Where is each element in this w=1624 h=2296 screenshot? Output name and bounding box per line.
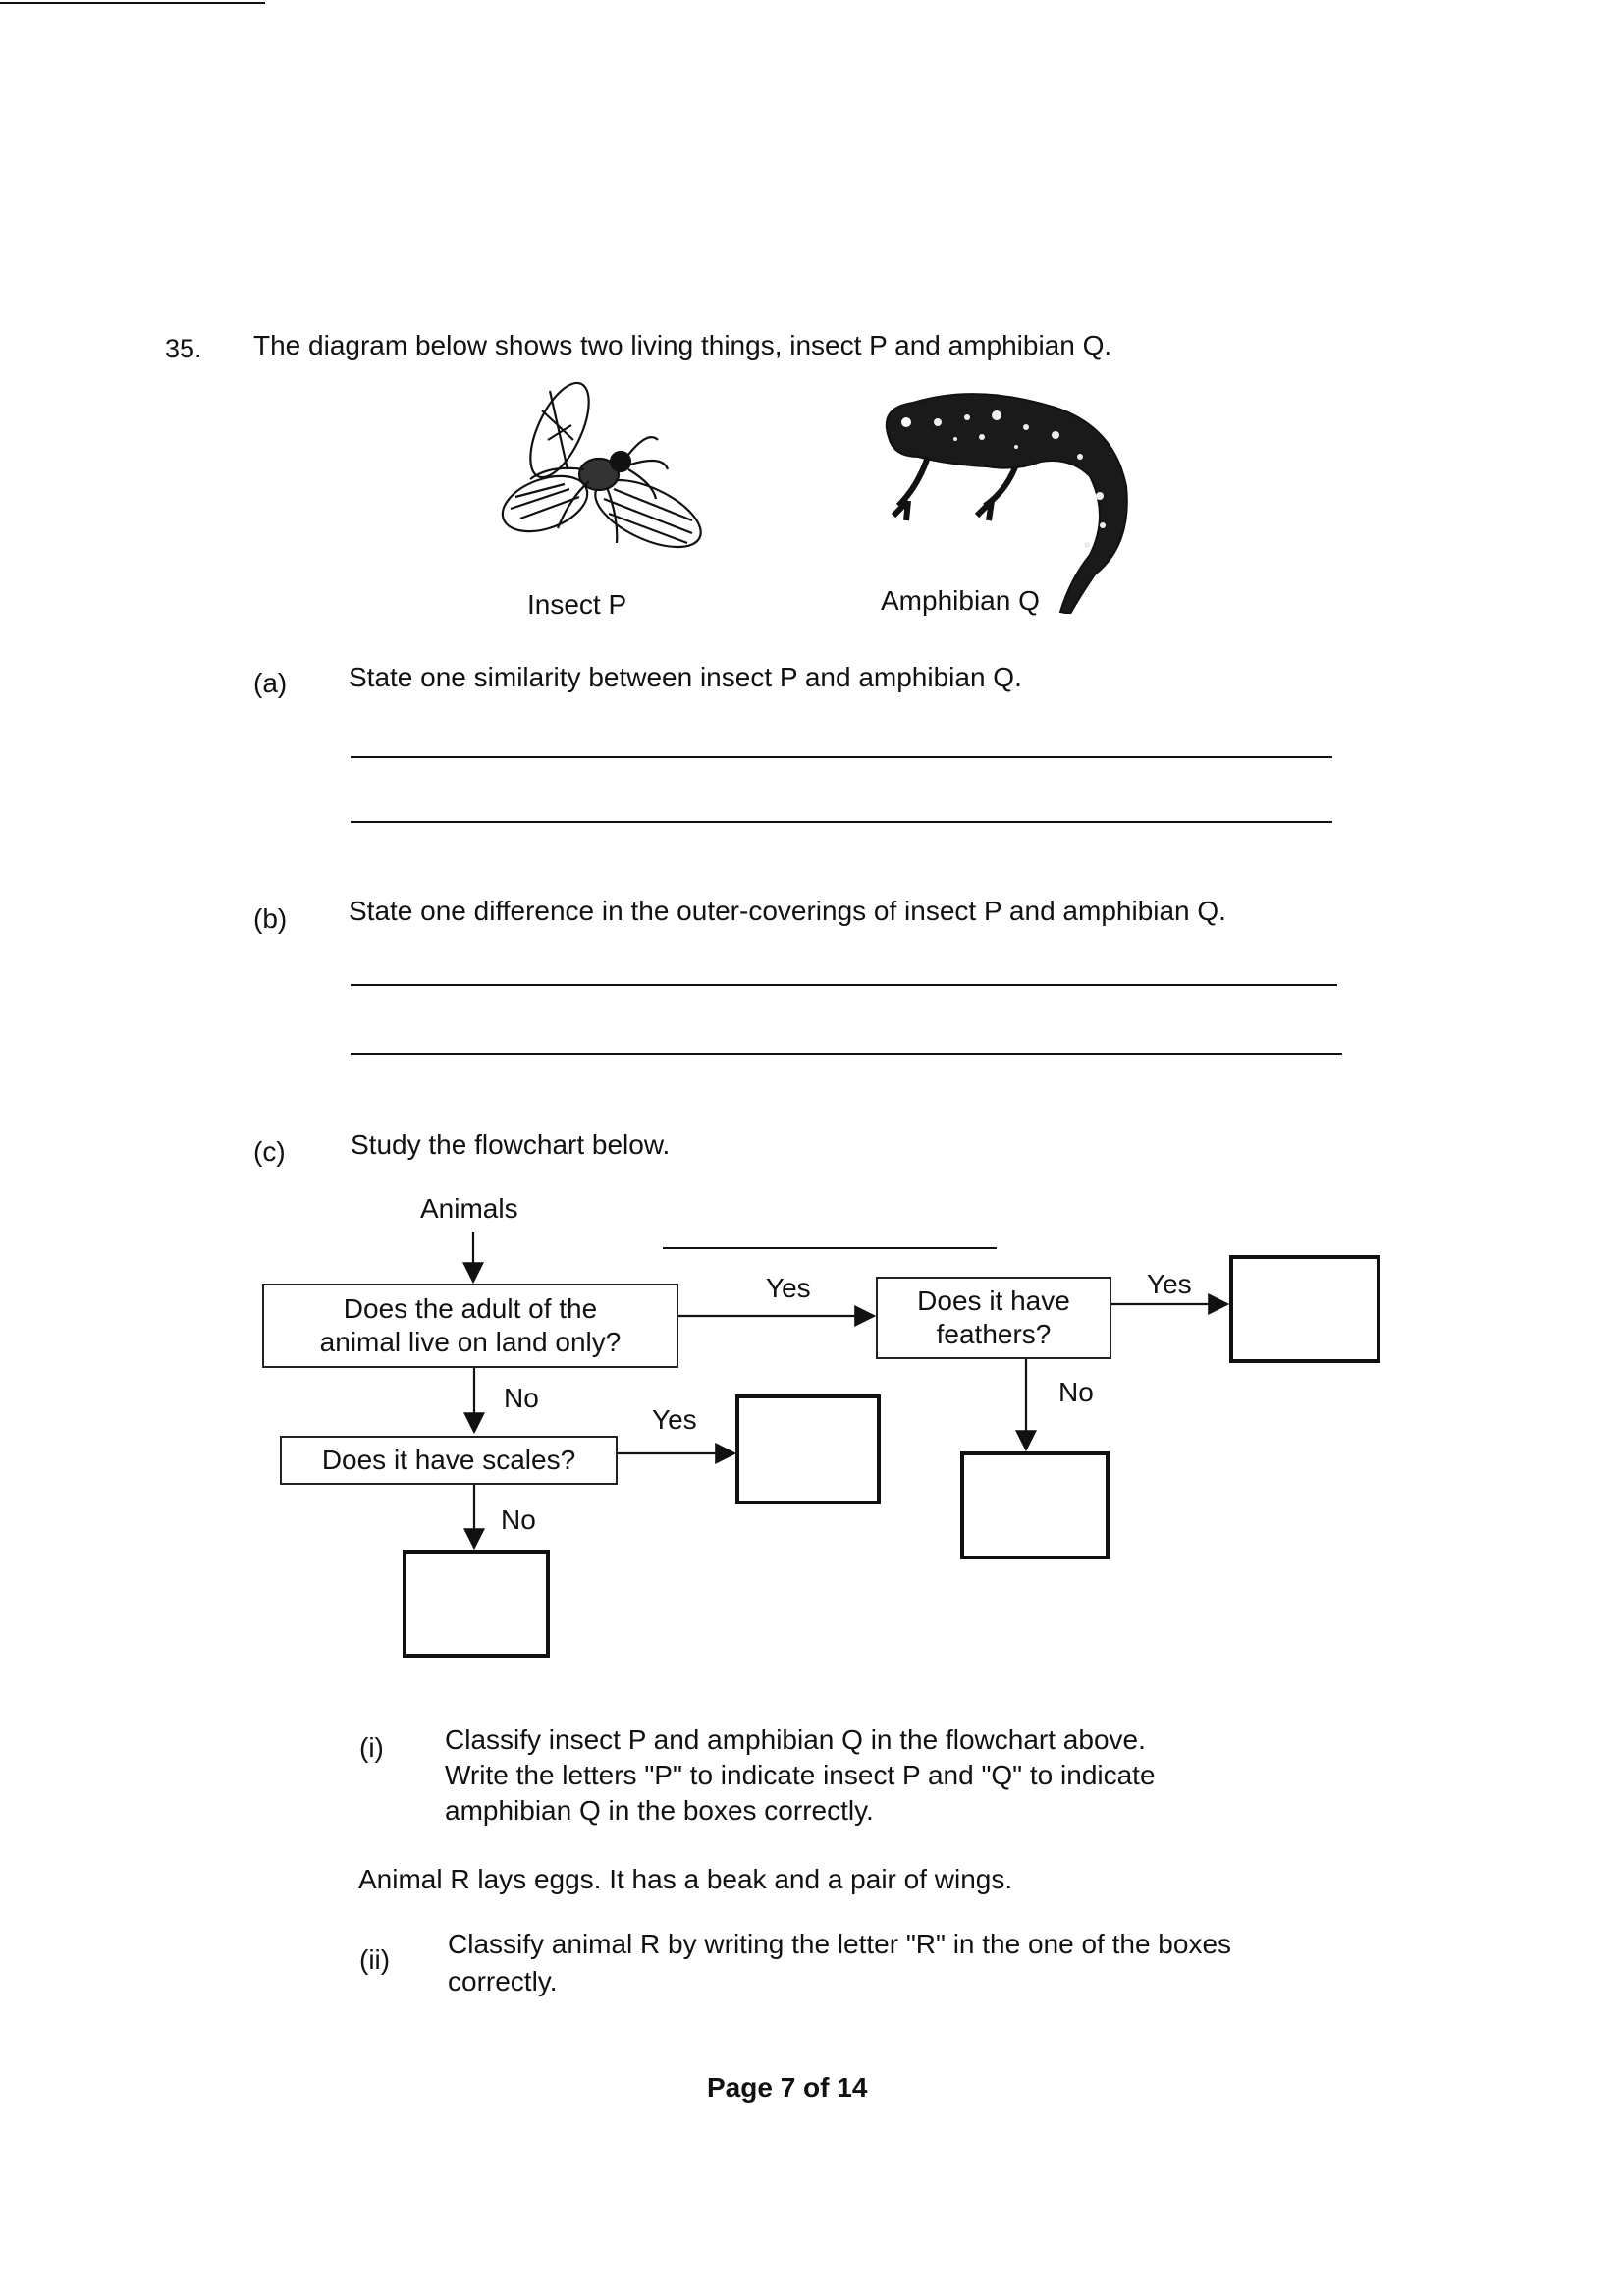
question-number: 35. [165,334,202,363]
part-b-label: (b) [253,903,288,934]
part-c-text: Study the flowchart below. [351,1129,671,1160]
flowchart-q3-box [280,1436,618,1485]
page-number: Page 7 of 14 [707,2072,868,2103]
part-a-text: State one similarity between insect P and amphibian Q. [349,662,1022,692]
flowchart-start-label: Animals [420,1193,518,1224]
sub-ii-line2: correctly. [448,1966,558,1996]
animal-r-description: Animal R lays eggs. It has a beak and a pair of wings. [358,1864,1013,1894]
sub-ii-label: (ii) [359,1944,391,1975]
sub-i-label: (i) [359,1732,384,1763]
sub-i-line2: Write the letters "P" to indicate insect P and "Q" to indicate [445,1760,1156,1790]
part-c-label: (c) [253,1136,286,1167]
answer-box-no-scales[interactable] [403,1550,550,1658]
answer-box-no-feathers[interactable] [960,1451,1110,1559]
part-a-label: (a) [253,668,288,698]
flowchart-q3-no: No [501,1504,536,1535]
sub-i-line1: Classify insect P and amphibian Q in the flowchart above. [445,1724,1146,1755]
question-intro: The diagram below shows two living things, insect P and amphibian Q. [253,330,1112,360]
sub-i-line3: amphibian Q in the boxes correctly. [445,1795,874,1826]
flowchart-q2-box [876,1277,1111,1359]
flowchart-q2-line2: feathers? [936,1319,1052,1349]
flowchart-q1-line2: animal live on land only? [319,1327,622,1357]
flowchart-q3-text: Does it have scales? [321,1445,576,1475]
flowchart-q1-yes: Yes [766,1273,811,1303]
amphibian-q-label: Amphibian Q [881,585,1040,616]
flowchart-q3-yes: Yes [652,1404,697,1435]
part-b-text: State one difference in the outer-coverings of insect P and amphibian Q. [349,896,1226,926]
flowchart-q2-no: No [1058,1377,1094,1407]
flowchart-q1-line1: Does the adult of the [343,1293,598,1324]
flowchart-q2-yes: Yes [1147,1269,1192,1299]
sub-ii-line1: Classify animal R by writing the letter "R" in the one of the boxes [448,1929,1232,1959]
flowchart-q2-line1: Does it have [917,1285,1070,1316]
answer-box-scales[interactable] [735,1394,881,1504]
flowchart-q1-no: No [504,1383,539,1413]
flowchart-q1-box [262,1284,678,1368]
insect-p-label: Insect P [527,589,627,620]
answer-box-feathers[interactable] [1229,1255,1380,1363]
